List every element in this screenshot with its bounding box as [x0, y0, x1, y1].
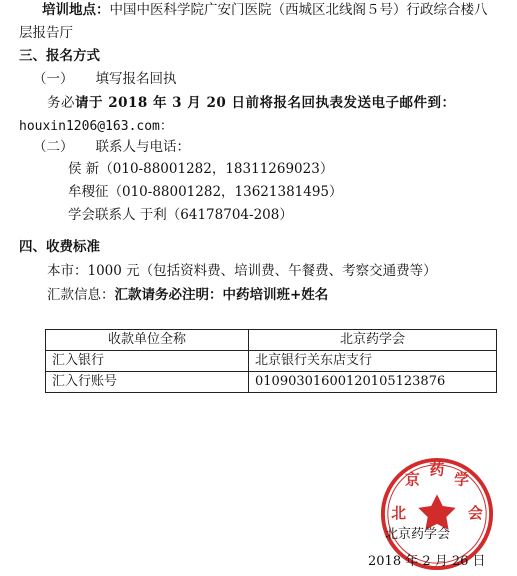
item-1-number: （一） — [33, 71, 74, 87]
section-3-item-2 — [33, 137, 190, 157]
fee-line: 本市：1000 元（包括资料费、培训费、午餐费、考察交通费等） — [47, 263, 437, 279]
table-cell: 收款单位全称 — [46, 330, 249, 351]
table-cell: 01090301600120105123876 — [249, 372, 497, 393]
table-cell: 北京药学会 — [249, 330, 497, 351]
contact-email[interactable]: houxin1206@163.com： — [19, 119, 173, 134]
section-3-item-1 — [33, 69, 177, 89]
venue-text: 中国中医科学院广安门医院（西城区北线阁５号）行政综合楼八 — [109, 2, 488, 18]
svg-text:学: 学 — [454, 471, 469, 489]
remit-line — [47, 285, 328, 305]
table-row — [46, 330, 497, 351]
svg-text:京: 京 — [405, 471, 420, 489]
item-2-number: （二） — [33, 139, 74, 155]
remit-label: 汇款信息： — [47, 287, 115, 303]
venue-label: 培训地点： — [42, 2, 110, 18]
fee-table — [45, 329, 497, 393]
section-4-title: 四、收费标准 — [19, 239, 100, 255]
table-cell: 汇入行账号 — [46, 372, 249, 393]
table-row — [46, 372, 497, 393]
signature-org: 北京药学会 — [385, 527, 451, 542]
submission-notice — [47, 93, 455, 113]
contact-3: 学会联系人 于利（64178704-208） — [68, 207, 293, 223]
signature-date: 2018 年 2 月 26 日 — [368, 554, 486, 569]
item-1-text: 填写报名回执 — [95, 71, 177, 87]
contact-1: 侯 新（010-88001282，18311269023） — [68, 161, 334, 177]
table-cell: 汇入银行 — [46, 351, 249, 372]
svg-text:会: 会 — [467, 504, 483, 522]
remit-note: 汇款请务必注明：中药培训班+姓名 — [114, 287, 329, 303]
venue-line-1 — [42, 0, 488, 20]
table-row — [46, 351, 497, 372]
table-cell: 北京银行关东店支行 — [249, 351, 497, 372]
venue-line-2: 层报告厅 — [19, 25, 73, 41]
section-3-title: 三、报名方式 — [19, 48, 100, 64]
svg-text:北: 北 — [391, 504, 407, 522]
notice-deadline: 请于 2018 年 3 月 20 日前将报名回执表发送电子邮件到： — [75, 95, 456, 111]
item-2-text: 联系人与电话： — [95, 139, 190, 155]
notice-prefix: 务必 — [47, 95, 75, 111]
contact-2: 牟稷征（010-88001282，13621381495） — [68, 184, 343, 200]
svg-text:药: 药 — [429, 461, 445, 479]
